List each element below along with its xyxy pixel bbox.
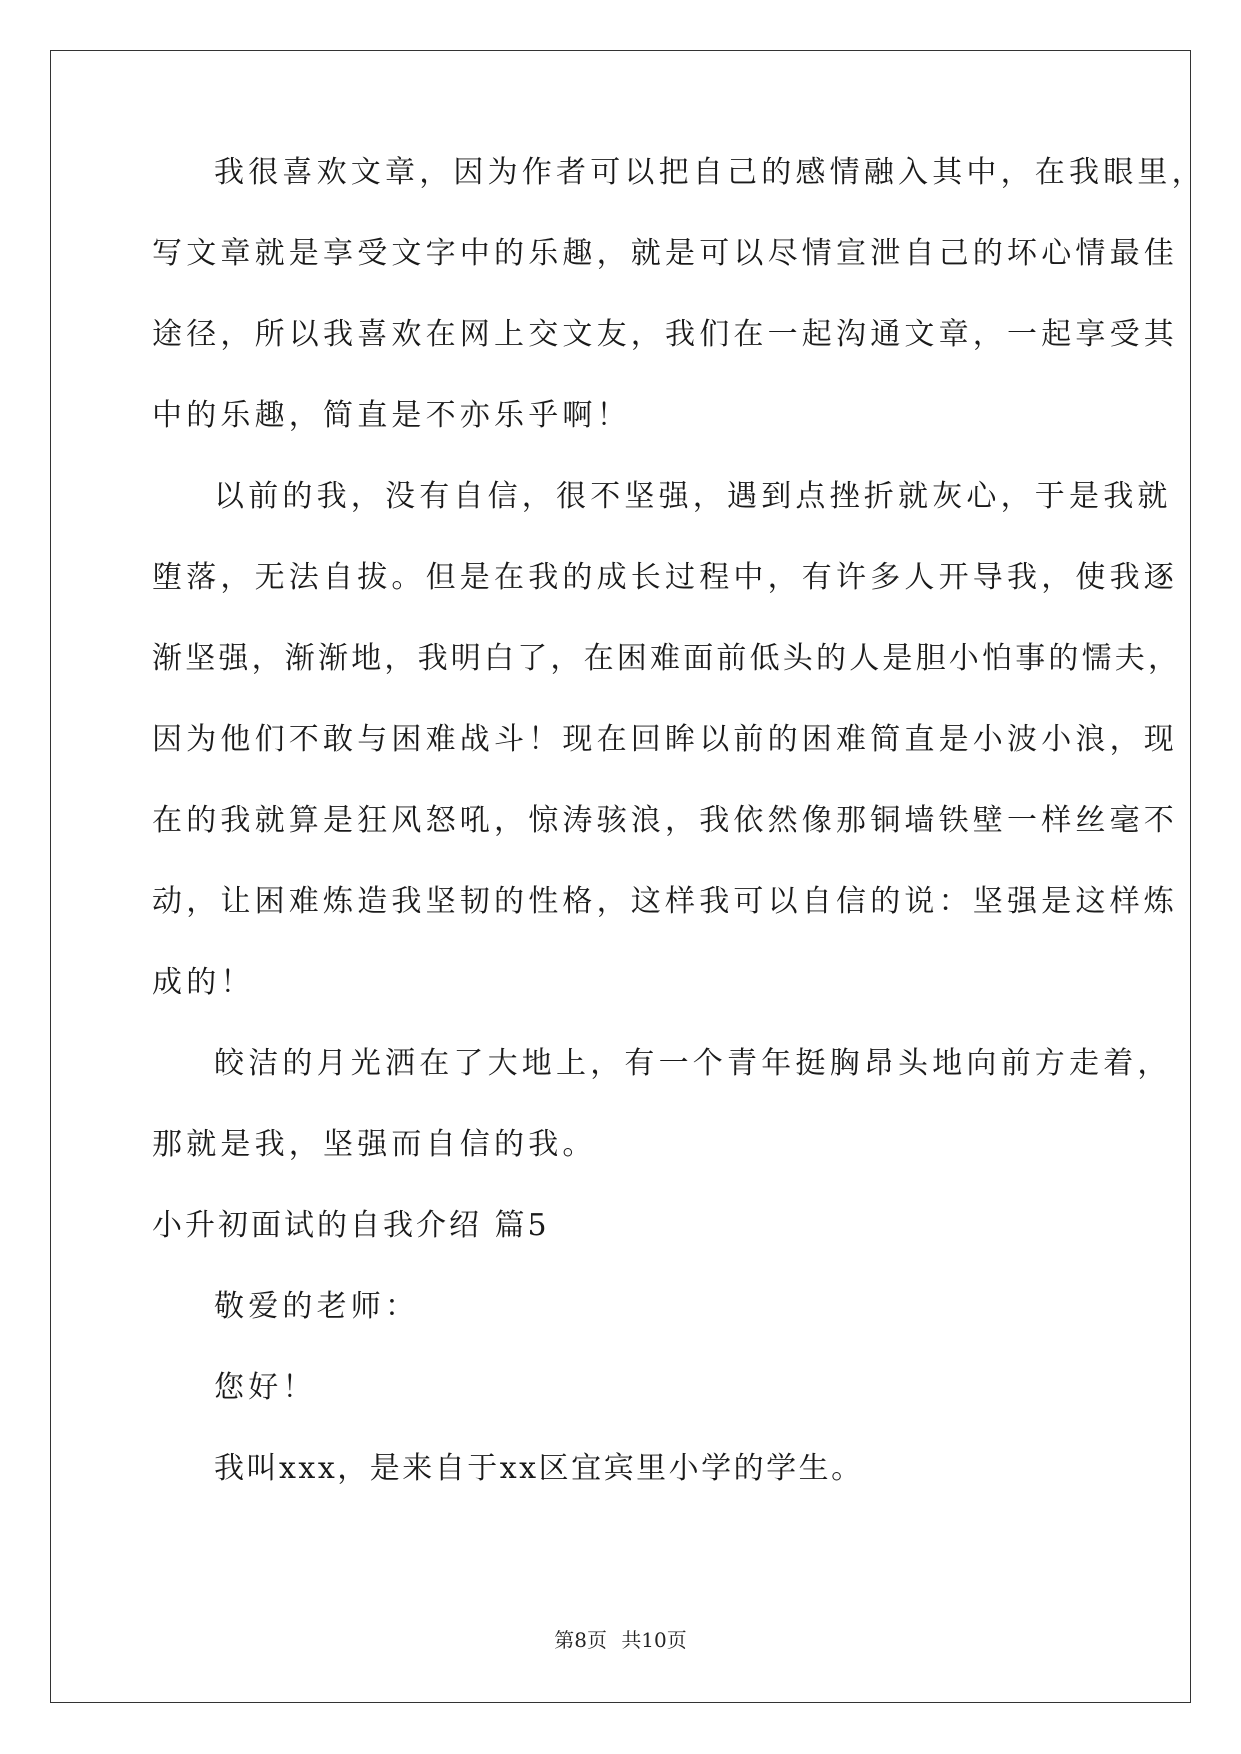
text-line: 堕落，无法自拔。但是在我的成长过程中，有许多人开导我，使我逐 [152, 560, 1178, 595]
text-line: 皎洁的月光洒在了大地上，有一个青年挺胸昂头地向前方走着， [214, 1046, 1172, 1081]
document-body [152, 153, 1206, 1530]
text-line: 我很喜欢文章，因为作者可以把自己的感情融入其中，在我眼里， [214, 155, 1206, 190]
text-line: 在的我就算是狂风怒吼，惊涛骇浪，我依然像那铜墙铁壁一样丝毫不 [152, 803, 1178, 838]
text-line: 成的！ [152, 965, 255, 1000]
section-heading: 小升初面试的自我介绍 篇5 [152, 1208, 550, 1243]
text-line: 因为他们不敢与困难战斗！现在回眸以前的困难简直是小波小浪，现 [152, 722, 1178, 757]
text-line: 以前的我，没有自信，很不坚强，遇到点挫折就灰心，于是我就 [214, 479, 1172, 514]
greeting: 您好！ [214, 1370, 317, 1405]
page-footer [0, 1628, 1241, 1652]
text-line: 写文章就是享受文字中的乐趣，就是可以尽情宣泄自己的坏心情最佳 [152, 236, 1178, 271]
text-line: 途径，所以我喜欢在网上交文友，我们在一起沟通文章，一起享受其 [152, 317, 1178, 352]
text-line: 中的乐趣，简直是不亦乐乎啊！ [152, 398, 631, 433]
salutation: 敬爱的老师： [214, 1289, 420, 1324]
text-line: 动，让困难炼造我坚韧的性格，这样我可以自信的说：坚强是这样炼 [152, 884, 1178, 919]
text-line: 我叫xxx，是来自于xx区宜宾里小学的学生。 [214, 1451, 864, 1486]
page-number: 第8页 [554, 1628, 607, 1652]
text-line: 渐坚强，渐渐地，我明白了，在困难面前低头的人是胆小怕事的懦夫， [152, 641, 1182, 676]
page-total: 共10页 [621, 1628, 687, 1652]
text-line: 那就是我，坚强而自信的我。 [152, 1127, 597, 1162]
